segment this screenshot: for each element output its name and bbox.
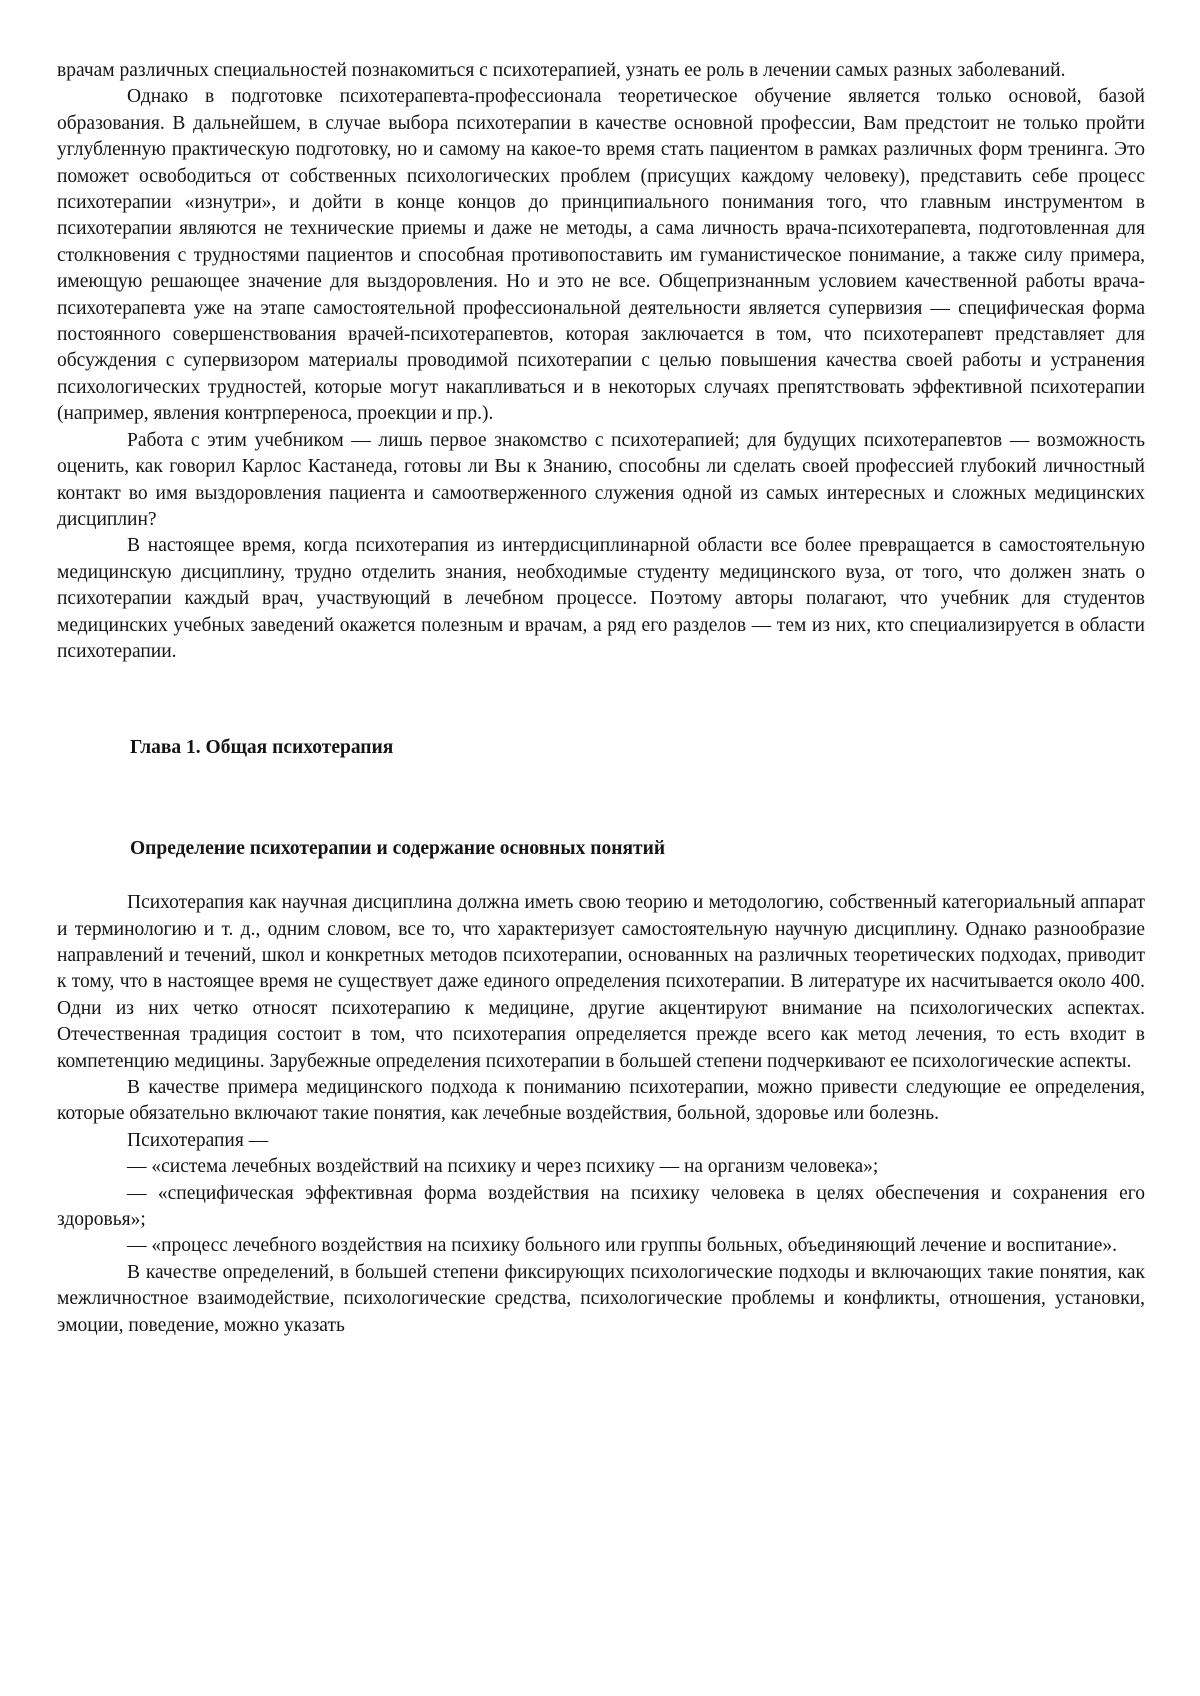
chapter-heading: Глава 1. Общая психотерапия [130,737,394,759]
section-heading: Определение психотерапии и содержание основных понятий [130,837,666,859]
paragraph-section-5: — «процесс лечебного воздействия на психику больного или группы больных, объединяющий лечение и воспитание». [127,1235,1118,1257]
paragraph-intro-0: врачам различных специальностей познакомиться с психотерапией, узнать ее роль в лечении самых разных заболеваний. [57,60,1066,81]
paragraph-section-0: Психотерапия как научная дисциплина должна иметь свою теорию и методологию, собственный категориальный аппарат и терминологию и т. д., одним словом, все то, что характеризует самостоятельную научную дисциплину. Однако разнообразие направлений и течений, школ и конкретных методов психотерапии, основанных на различных теоретических подходах, приводит к тому, что в настоящее время не существует даже единого определения психотерапии. В литературе их насчитывается около 400. Одни из них четко относят психотерапию к медицине, другие акцентируют внимание на психологических аспектах. Отечественная традиция состоит в том, что психотерапия определяется прежде всего как метод лечения, то есть входит в компетенцию медицины. Зарубежные определения психотерапии в большей степени подчеркивают ее психологические аспекты. [57,892,1145,1072]
paragraph-intro-3: В настоящее время, когда психотерапия из интердисциплинарной области все более превращается в самостоятельную медицинскую дисциплину, трудно отделить знания, необходимые студенту медицинского вуза, от того, что должен знать о психотерапии каждый врач, участвующий в лечебном процессе. Поэтому авторы полагают, что учебник для студентов медицинских учебных заведений окажется полезным и врачам, а ряд его разделов — тем из них, кто специализируется в области психотерапии. [57,535,1145,662]
paragraph-section-2: Психотерапия — [127,1129,269,1151]
document-page [57,58,1145,1339]
paragraph-section-6: В качестве определений, в большей степени фиксирующих психологические подходы и включающих такие понятия, как межличностное взаимодействие, психологические средства, психологические проблемы и конфликты, отношения, установки, эмоции, поведение, можно указать [57,1261,1145,1336]
paragraph-section-1: В качестве примера медицинского подхода к пониманию психотерапии, можно привести следующие ее определения, которые обязательно включают такие понятия, как лечебные воздействия, больной, здоровье или болезнь. [57,1077,1145,1125]
spacer [57,665,1145,735]
paragraph-intro-2: Работа с этим учебником — лишь первое знакомство с психотерапией; для будущих психотерапевтов — возможность оценить, как говорил Карлос Кастанеда, готовы ли Вы к Знанию, способны ли сделать своей профессией глубокий личностный контакт во имя выздоровления пациента и самоотверженного служения одной из самых интересных и сложных медицинских дисциплин? [57,429,1145,530]
paragraph-intro-1: Однако в подготовке психотерапевта-профессионала теоретическое обучение является только основой, базой образования. В дальнейшем, в случае выбора психотерапии в качестве основной профессии, Вам предстоит не только пройти углубленную практическую подготовку, но и самому на какое-то время стать пациентом в рамках различных форм тренинга. Это поможет освободиться от собственных психологических проблем (присущих каждому человеку), представить себе процесс психотерапии «изнутри», и дойти в конце концов до принципиального понимания того, что главным инструментом в психотерапии являются не технические приемы и даже не методы, а сама личность врача-психотерапевта, подготовленная для столкновения с трудностями пациентов и способная противопоставить им гуманистическое понимание, а также силу примера, имеющую решающее значение для выздоровления. Но и это не все. Общепризнанным условием качественной работы врача-психотерапевта уже на этапе самостоятельной профессиональной деятельности является супервизия — специфическая форма постоянного совершенствования врачей-психотерапевтов, которая заключается в том, что психотерапевт представляет для обсуждения с супервизором материалы проводимой психотерапии с целью повышения качества своей работы и устранения психологических трудностей, которые могут накапливаться и в некоторых случаях препятствовать эффективной психотерапии (например, явления контрпереноса, проекции и пр.). [57,86,1145,425]
paragraph-section-4: — «специфическая эффективная форма воздействия на психику человека в целях обеспечения и сохранения его здоровья»; [57,1182,1145,1231]
paragraph-section-3: — «система лечебных воздействий на психику и через психику — на организм человека»; [127,1156,879,1178]
spacer [57,862,1145,890]
spacer [57,762,1145,836]
